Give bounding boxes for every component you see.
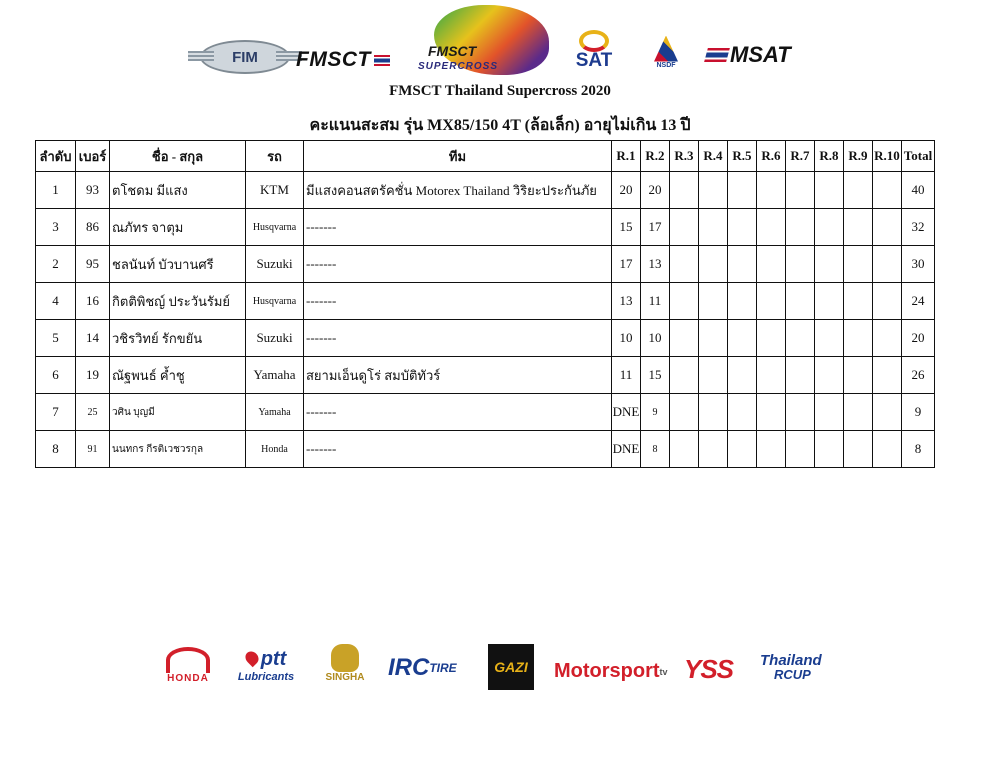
thailand-rcup-logo: [760, 654, 822, 682]
r1-cell: 15: [612, 209, 641, 246]
number-cell: 91: [76, 431, 110, 468]
column-header: R.5: [728, 141, 757, 172]
r6-cell: [757, 394, 786, 431]
team-cell: -------: [304, 246, 612, 283]
r10-cell: [873, 209, 902, 246]
column-header: R.7: [786, 141, 815, 172]
msat-logo-text: MSAT: [730, 42, 791, 67]
r8-cell: [815, 209, 844, 246]
event-title: FMSCT Thailand Supercross 2020: [389, 83, 611, 99]
r3-cell: [670, 209, 699, 246]
column-header: R.6: [757, 141, 786, 172]
gazi-logo-text: GAZI: [494, 659, 528, 675]
r4-cell: [699, 246, 728, 283]
table-body: [36, 172, 935, 468]
r5-cell: [728, 246, 757, 283]
column-header: Total: [902, 141, 935, 172]
r3-cell: [670, 246, 699, 283]
r1-cell: 13: [612, 283, 641, 320]
r6-cell: [757, 320, 786, 357]
nsdf-emblem-icon: [654, 36, 678, 62]
thai-flag-icon: [374, 55, 390, 66]
team-cell: -------: [304, 320, 612, 357]
total-cell: 30: [902, 246, 935, 283]
r2-cell: 8: [641, 431, 670, 468]
r7-cell: [786, 357, 815, 394]
supercross-logo-line2: SUPERCROSS: [418, 61, 499, 72]
rank-cell: 8: [36, 431, 76, 468]
rank-cell: 6: [36, 357, 76, 394]
total-cell: 40: [902, 172, 935, 209]
r9-cell: [844, 320, 873, 357]
ptt-lubricants-text: Lubricants: [237, 670, 295, 683]
motorsport-tv-logo: [554, 660, 668, 683]
r5-cell: [728, 431, 757, 468]
number-cell: 16: [76, 283, 110, 320]
motorsport-tv-text: tv: [659, 666, 668, 677]
r2-cell: 10: [641, 320, 670, 357]
bike-cell: Honda: [246, 431, 304, 468]
r1-cell: 17: [612, 246, 641, 283]
r3-cell: [670, 320, 699, 357]
r3-cell: [670, 172, 699, 209]
fim-logo: [200, 40, 290, 74]
r2-cell: 17: [641, 209, 670, 246]
r8-cell: [815, 246, 844, 283]
r10-cell: [873, 283, 902, 320]
r2-cell: 9: [641, 394, 670, 431]
number-cell: 86: [76, 209, 110, 246]
column-header: เบอร์: [76, 141, 110, 172]
ptt-logo-text: ptt: [260, 647, 287, 670]
rank-cell: 7: [36, 394, 76, 431]
r5-cell: [728, 357, 757, 394]
table-row: [36, 209, 935, 246]
rank-cell: 1: [36, 172, 76, 209]
trc-logo-line2: RCUP: [774, 667, 811, 682]
r4-cell: [699, 394, 728, 431]
bike-cell: Suzuki: [246, 246, 304, 283]
supercross-logo-line1: FMSCT: [428, 43, 477, 59]
sat-ring-icon: [579, 30, 609, 52]
name-cell: วชิรวิทย์ รักขยัน: [110, 320, 246, 357]
name-cell: กิตติพิชญ์ ประวันรัมย์: [110, 283, 246, 320]
r7-cell: [786, 209, 815, 246]
table-header-row: [36, 141, 935, 172]
r6-cell: [757, 431, 786, 468]
r4-cell: [699, 431, 728, 468]
irc-tire-logo: [388, 654, 457, 682]
r1-cell: 11: [612, 357, 641, 394]
r10-cell: [873, 320, 902, 357]
column-header: ทีม: [304, 141, 612, 172]
table-row: [36, 283, 935, 320]
irc-logo-text: IRC: [388, 654, 430, 681]
table-row: [36, 246, 935, 283]
r4-cell: [699, 320, 728, 357]
fim-wing-left-icon: [188, 51, 214, 61]
r10-cell: [873, 172, 902, 209]
honda-logo: [160, 644, 216, 686]
table-row: [36, 431, 935, 468]
motorsport-logo-text: Motorsport: [554, 660, 660, 682]
r3-cell: [670, 431, 699, 468]
total-cell: 9: [902, 394, 935, 431]
r7-cell: [786, 394, 815, 431]
total-cell: 26: [902, 357, 935, 394]
r10-cell: [873, 431, 902, 468]
r3-cell: [670, 394, 699, 431]
name-cell: วศิน บุญมี: [110, 394, 246, 431]
team-cell: -------: [304, 431, 612, 468]
bike-cell: Suzuki: [246, 320, 304, 357]
r10-cell: [873, 394, 902, 431]
bike-cell: Yamaha: [246, 394, 304, 431]
table-row: [36, 320, 935, 357]
r10-cell: [873, 246, 902, 283]
column-header: รถ: [246, 141, 304, 172]
column-header: R.2: [641, 141, 670, 172]
fmsct-logo: [296, 48, 390, 72]
name-cell: ณัฐพนธ์ ค้ำชู: [110, 357, 246, 394]
column-header: R.3: [670, 141, 699, 172]
singha-logo-text: SINGHA: [325, 671, 365, 683]
r7-cell: [786, 246, 815, 283]
r5-cell: [728, 394, 757, 431]
r1-cell: DNE: [612, 431, 641, 468]
r1-cell: 10: [612, 320, 641, 357]
r10-cell: [873, 357, 902, 394]
r9-cell: [844, 394, 873, 431]
nsdf-logo: [646, 30, 686, 74]
total-cell: 24: [902, 283, 935, 320]
r8-cell: [815, 357, 844, 394]
gazi-logo: [488, 644, 534, 690]
number-cell: 95: [76, 246, 110, 283]
rank-cell: 3: [36, 209, 76, 246]
column-header: R.8: [815, 141, 844, 172]
r7-cell: [786, 283, 815, 320]
team-cell: สยามเอ็นดูโร่ สมบัติทัวร์: [304, 357, 612, 394]
name-cell: ชลนันท์ บัวบานศรี: [110, 246, 246, 283]
r5-cell: [728, 320, 757, 357]
singha-logo: [320, 640, 370, 686]
r6-cell: [757, 246, 786, 283]
r9-cell: [844, 172, 873, 209]
column-header: R.4: [699, 141, 728, 172]
total-cell: 32: [902, 209, 935, 246]
r1-cell: DNE: [612, 394, 641, 431]
total-cell: 20: [902, 320, 935, 357]
r7-cell: [786, 431, 815, 468]
name-cell: นนทกร กีรติเวชวรกุล: [110, 431, 246, 468]
msat-logo: [706, 42, 791, 68]
number-cell: 25: [76, 394, 110, 431]
column-header: ลำดับ: [36, 141, 76, 172]
fmsct-logo-text: FMSCT: [296, 48, 371, 71]
nsdf-logo-text: NSDF: [656, 61, 676, 69]
r9-cell: [844, 357, 873, 394]
r7-cell: [786, 172, 815, 209]
r4-cell: [699, 357, 728, 394]
irc-tire-text: TIRE: [429, 661, 457, 675]
team-cell: -------: [304, 209, 612, 246]
r5-cell: [728, 283, 757, 320]
r8-cell: [815, 320, 844, 357]
table-row: [36, 357, 935, 394]
team-cell: มีแสงคอนสตรัคชั่น Motorex Thailand วิริยะประกันภัย: [304, 172, 612, 209]
r9-cell: [844, 283, 873, 320]
r2-cell: 13: [641, 246, 670, 283]
bike-cell: KTM: [246, 172, 304, 209]
sat-logo-text: SAT: [575, 50, 613, 71]
r5-cell: [728, 209, 757, 246]
r2-cell: 15: [641, 357, 670, 394]
r8-cell: [815, 394, 844, 431]
sat-logo: [560, 26, 628, 74]
column-header: ชื่อ - สกุล: [110, 141, 246, 172]
r2-cell: 11: [641, 283, 670, 320]
team-cell: -------: [304, 283, 612, 320]
bike-cell: Husqvarna: [246, 283, 304, 320]
r1-cell: 20: [612, 172, 641, 209]
bike-cell: Husqvarna: [246, 209, 304, 246]
rank-cell: 5: [36, 320, 76, 357]
column-header: R.10: [873, 141, 902, 172]
number-cell: 14: [76, 320, 110, 357]
r6-cell: [757, 172, 786, 209]
number-cell: 19: [76, 357, 110, 394]
honda-logo-text: HONDA: [167, 672, 209, 684]
table-row: [36, 394, 935, 431]
r8-cell: [815, 431, 844, 468]
rank-cell: 2: [36, 246, 76, 283]
number-cell: 93: [76, 172, 110, 209]
r4-cell: [699, 172, 728, 209]
fim-logo-text: FIM: [232, 48, 258, 66]
r3-cell: [670, 283, 699, 320]
column-header: R.1: [612, 141, 641, 172]
r4-cell: [699, 209, 728, 246]
name-cell: ณภัทร จาตุม: [110, 209, 246, 246]
results-table: [35, 140, 935, 468]
table-row: [36, 172, 935, 209]
column-header: R.9: [844, 141, 873, 172]
trc-logo-line1: Thailand: [760, 652, 822, 669]
r6-cell: [757, 357, 786, 394]
honda-wing-icon: [166, 647, 210, 673]
r6-cell: [757, 283, 786, 320]
name-cell: ตโชดม มีแสง: [110, 172, 246, 209]
supercross-logo: [414, 5, 554, 80]
r3-cell: [670, 357, 699, 394]
r2-cell: 20: [641, 172, 670, 209]
yss-logo: [684, 654, 733, 685]
r9-cell: [844, 246, 873, 283]
ptt-drop-icon: [243, 648, 261, 666]
r7-cell: [786, 320, 815, 357]
team-cell: -------: [304, 394, 612, 431]
r9-cell: [844, 209, 873, 246]
r5-cell: [728, 172, 757, 209]
ptt-lubricants-logo: [232, 644, 300, 686]
r4-cell: [699, 283, 728, 320]
r9-cell: [844, 431, 873, 468]
r6-cell: [757, 209, 786, 246]
r8-cell: [815, 172, 844, 209]
total-cell: 8: [902, 431, 935, 468]
yss-logo-text: YSS: [684, 654, 734, 684]
singha-lion-icon: [331, 644, 359, 672]
msat-flag-icon: [704, 48, 730, 62]
class-title: คะแนนสะสม รุ่น MX85/150 4T (ล้อเล็ก) อายุไม่เกิน 13 ปี: [309, 117, 691, 134]
r8-cell: [815, 283, 844, 320]
bike-cell: Yamaha: [246, 357, 304, 394]
rank-cell: 4: [36, 283, 76, 320]
